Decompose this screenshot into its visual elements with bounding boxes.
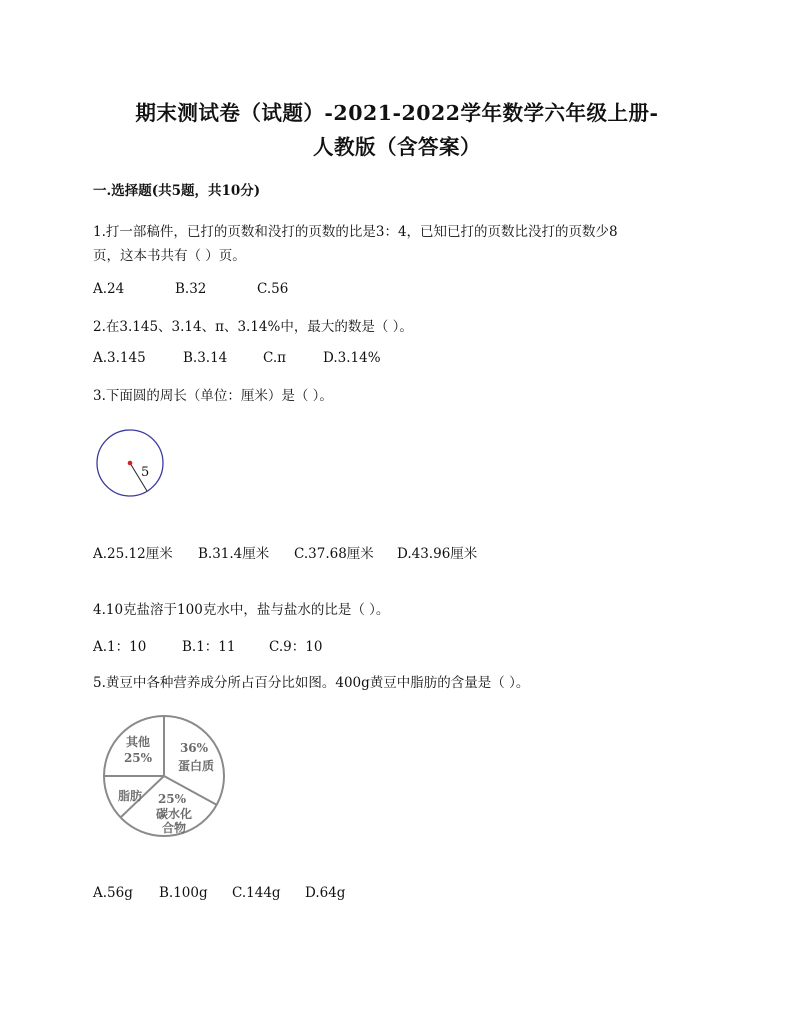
section-heading: 一.选择题(共5题，共10分) — [93, 183, 261, 199]
pie-carb-label-2: 合物 — [161, 821, 187, 835]
question-3-option-c[interactable]: C.37.68厘米 — [294, 546, 374, 562]
radius-label: 5 — [141, 465, 150, 480]
question-1-option-b[interactable]: B.32 — [175, 281, 207, 297]
center-dot — [128, 461, 133, 466]
question-2-option-d[interactable]: D.3.14% — [323, 350, 381, 366]
question-1-stem-line1: 1.打一部稿件，已打的页数和没打的页数的比是3：4，已知已打的页数比没打的页数少8 — [93, 224, 618, 240]
question-3-options — [93, 542, 477, 562]
pie-fat-label: 脂肪 — [117, 789, 143, 803]
question-3-option-a[interactable]: A.25.12厘米 — [93, 546, 173, 562]
question-2-option-b[interactable]: B.3.14 — [183, 350, 228, 366]
question-2-option-c[interactable]: C.π — [263, 350, 287, 366]
question-3-option-d[interactable]: D.43.96厘米 — [397, 546, 478, 562]
question-1-stem-line2: 页，这本书共有（ ）页。 — [93, 248, 246, 264]
question-2-stem: 2.在3.145、3.14、π、3.14%中，最大的数是（ ）。 — [93, 319, 413, 335]
question-2-options — [93, 350, 381, 366]
circle-figure — [92, 425, 172, 501]
question-3-stem: 3.下面圆的周长（单位：厘米）是（ ）。 — [93, 388, 333, 404]
pie-protein-label: 蛋白质 — [177, 759, 215, 773]
nutrition-pie-chart — [100, 708, 228, 844]
question-4-option-a[interactable]: A.1：10 — [93, 639, 147, 655]
page-title-line1: 期末测试卷（试题）-2021-2022学年数学六年级上册- — [135, 101, 659, 125]
question-3-option-b[interactable]: B.31.4厘米 — [198, 546, 270, 562]
question-1-option-c[interactable]: C.56 — [257, 281, 289, 297]
question-4-option-c[interactable]: C.9：10 — [269, 639, 323, 655]
question-5-option-c[interactable]: C.144g — [232, 885, 281, 901]
question-5-stem: 5.黄豆中各种营养成分所占百分比如图。400g黄豆中脂肪的含量是（ ）。 — [93, 675, 530, 691]
question-5-option-b[interactable]: B.100g — [159, 885, 208, 901]
question-4-option-b[interactable]: B.1：11 — [182, 639, 236, 655]
pie-carb-label-1: 碳水化 — [155, 807, 193, 821]
question-5-option-a[interactable]: A.56g — [93, 885, 133, 901]
pie-protein-pct: 36% — [179, 741, 209, 755]
pie-other-pct: 25% — [123, 751, 153, 765]
question-5-options — [93, 885, 345, 901]
question-4-options — [93, 635, 322, 655]
question-2-option-a[interactable]: A.3.145 — [93, 350, 146, 366]
pie-other-label: 其他 — [125, 735, 151, 749]
question-4-stem: 4.10克盐溶于100克水中，盐与盐水的比是（ ）。 — [93, 602, 390, 618]
question-1-options — [93, 281, 288, 297]
question-5-option-d[interactable]: D.64g — [305, 885, 346, 901]
pie-carb-pct: 25% — [157, 792, 187, 806]
page-title-line2: 人教版（含答案） — [313, 135, 481, 159]
question-1-option-a[interactable]: A.24 — [93, 281, 125, 297]
